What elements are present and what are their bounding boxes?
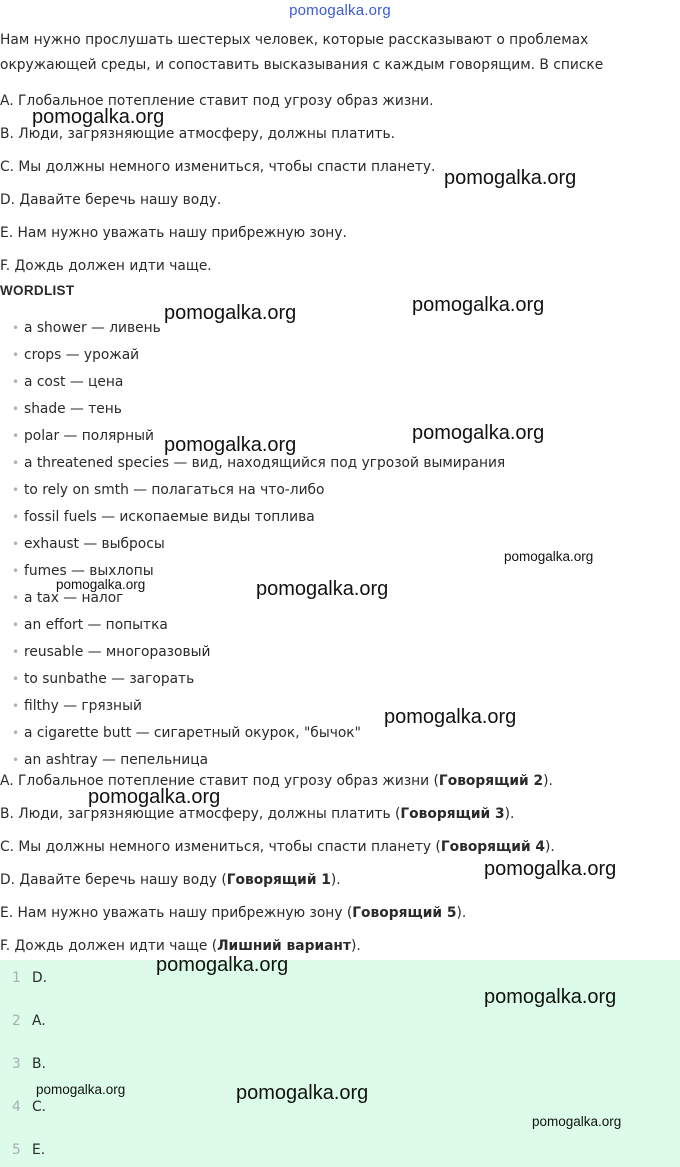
watermark: pomogalka.org bbox=[532, 1114, 622, 1129]
wordlist-term: a cost — цена bbox=[24, 374, 124, 390]
wordlist-term: a threatened species — вид, находящийся под угрозой вымирания bbox=[24, 455, 506, 471]
option-e: E. Нам нужно уважать нашу прибрежную зону. bbox=[0, 225, 347, 241]
watermark: pomogalka.org bbox=[412, 294, 545, 316]
watermark: pomogalka.org bbox=[164, 302, 297, 324]
bullet-icon: • bbox=[12, 672, 20, 686]
bullet-icon: • bbox=[12, 699, 20, 713]
option-c: C. Мы должны немного измениться, чтобы спасти планету. bbox=[0, 159, 436, 175]
row-number: 5 bbox=[12, 1142, 21, 1158]
watermark: pomogalka.org bbox=[504, 549, 594, 564]
wordlist-term: filthy — грязный bbox=[24, 698, 142, 714]
watermark: pomogalka.org bbox=[444, 167, 577, 189]
watermark: pomogalka.org bbox=[156, 954, 289, 976]
wordlist-term: a shower — ливень bbox=[24, 320, 161, 336]
bullet-icon: • bbox=[12, 429, 20, 443]
bullet-icon: • bbox=[12, 510, 20, 524]
wordlist-term: to sunbathe — загорать bbox=[24, 671, 195, 687]
row-letter: D. bbox=[32, 970, 48, 986]
watermark: pomogalka.org bbox=[32, 106, 165, 128]
wordlist-term: a cigarette butt — сигаретный окурок, "бычок" bbox=[24, 725, 361, 741]
wordlist-item bbox=[12, 401, 122, 417]
answer-line: E. Нам нужно уважать нашу прибрежную зону (Говорящий 5). bbox=[0, 905, 467, 921]
wordlist-term: an effort — попытка bbox=[24, 617, 168, 633]
bullet-icon: • bbox=[12, 348, 20, 362]
bullet-icon: • bbox=[12, 483, 20, 497]
wordlist-item bbox=[12, 509, 315, 525]
row-letter: B. bbox=[32, 1056, 46, 1072]
answer-line: B. Люди, загрязняющие атмосферу, должны платить (Говорящий 3). bbox=[0, 806, 515, 822]
wordlist-term: an ashtray — пепельница bbox=[24, 752, 209, 768]
wordlist-item bbox=[12, 482, 324, 498]
watermark: pomogalka.org bbox=[36, 1082, 126, 1097]
watermark: pomogalka.org bbox=[412, 422, 545, 444]
bullet-icon: • bbox=[12, 537, 20, 551]
site-title-link[interactable]: pomogalka.org bbox=[289, 2, 391, 19]
bullet-icon: • bbox=[12, 753, 20, 767]
wordlist-item bbox=[12, 320, 161, 336]
watermark: pomogalka.org bbox=[56, 577, 146, 592]
wordlist-item bbox=[12, 536, 165, 552]
wordlist-item bbox=[12, 617, 168, 633]
wordlist-item bbox=[12, 347, 139, 363]
wordlist-item bbox=[12, 671, 194, 687]
row-number: 4 bbox=[12, 1099, 21, 1115]
bullet-icon: • bbox=[12, 456, 20, 470]
wordlist-item bbox=[12, 752, 208, 768]
option-b: B. Люди, загрязняющие атмосферу, должны платить. bbox=[0, 126, 395, 142]
bullet-icon: • bbox=[12, 645, 20, 659]
bullet-icon: • bbox=[12, 564, 20, 578]
answer-line: A. Глобальное потепление ставит под угрозу образ жизни (Говорящий 2). bbox=[0, 773, 553, 789]
wordlist-term: fumes — выхлопы bbox=[24, 563, 154, 579]
wordlist-item bbox=[12, 590, 123, 606]
watermark: pomogalka.org bbox=[256, 578, 389, 600]
wordlist-item bbox=[12, 644, 210, 660]
wordlist-term: crops — урожай bbox=[24, 347, 140, 363]
answer-line: D. Давайте беречь нашу воду (Говорящий 1). bbox=[0, 872, 341, 888]
wordlist-term: a tax — налог bbox=[24, 590, 124, 606]
bullet-icon: • bbox=[12, 726, 20, 740]
wordlist-term: fossil fuels — ископаемые виды топлива bbox=[24, 509, 315, 525]
wordlist-heading: WORDLIST bbox=[0, 283, 75, 298]
watermark: pomogalka.org bbox=[384, 706, 517, 728]
bullet-icon: • bbox=[12, 375, 20, 389]
wordlist-term: polar — полярный bbox=[24, 428, 154, 444]
wordlist-item bbox=[12, 428, 154, 444]
wordlist-item bbox=[12, 725, 361, 741]
watermark: pomogalka.org bbox=[484, 858, 617, 880]
wordlist-term: to rely on smth — полагаться на что-либо bbox=[24, 482, 325, 498]
row-number: 2 bbox=[12, 1013, 21, 1029]
bullet-icon: • bbox=[12, 402, 20, 416]
option-f: F. Дождь должен идти чаще. bbox=[0, 258, 212, 274]
watermark: pomogalka.org bbox=[236, 1082, 369, 1104]
wordlist-item bbox=[12, 698, 142, 714]
row-number: 1 bbox=[12, 970, 21, 986]
bullet-icon: • bbox=[12, 321, 20, 335]
answer-line: F. Дождь должен идти чаще (Лишний вариант). bbox=[0, 938, 361, 954]
wordlist-item bbox=[12, 374, 123, 390]
intro-paragraph: Нам нужно прослушать шестерых человек, которые рассказывают о проблемах окружающей среды, и сопоставить высказывания с каждым говорящим. В списке bbox=[0, 32, 604, 73]
wordlist-term: shade — тень bbox=[24, 401, 122, 417]
row-number: 3 bbox=[12, 1056, 21, 1072]
wordlist-item bbox=[12, 455, 505, 471]
wordlist-term: exhaust — выбросы bbox=[24, 536, 165, 552]
row-letter: A. bbox=[32, 1013, 46, 1029]
bullet-icon: • bbox=[12, 591, 20, 605]
option-a: A. Глобальное потепление ставит под угрозу образ жизни. bbox=[0, 93, 434, 109]
option-d: D. Давайте беречь нашу воду. bbox=[0, 192, 222, 208]
row-letter: C. bbox=[32, 1099, 47, 1115]
watermark: pomogalka.org bbox=[484, 986, 617, 1008]
answer-line: C. Мы должны немного измениться, чтобы спасти планету (Говорящий 4). bbox=[0, 839, 555, 855]
watermark: pomogalka.org bbox=[164, 434, 297, 456]
row-letter: E. bbox=[32, 1142, 46, 1158]
wordlist-term: reusable — многоразовый bbox=[24, 644, 211, 660]
watermark: pomogalka.org bbox=[88, 786, 221, 808]
bullet-icon: • bbox=[12, 618, 20, 632]
